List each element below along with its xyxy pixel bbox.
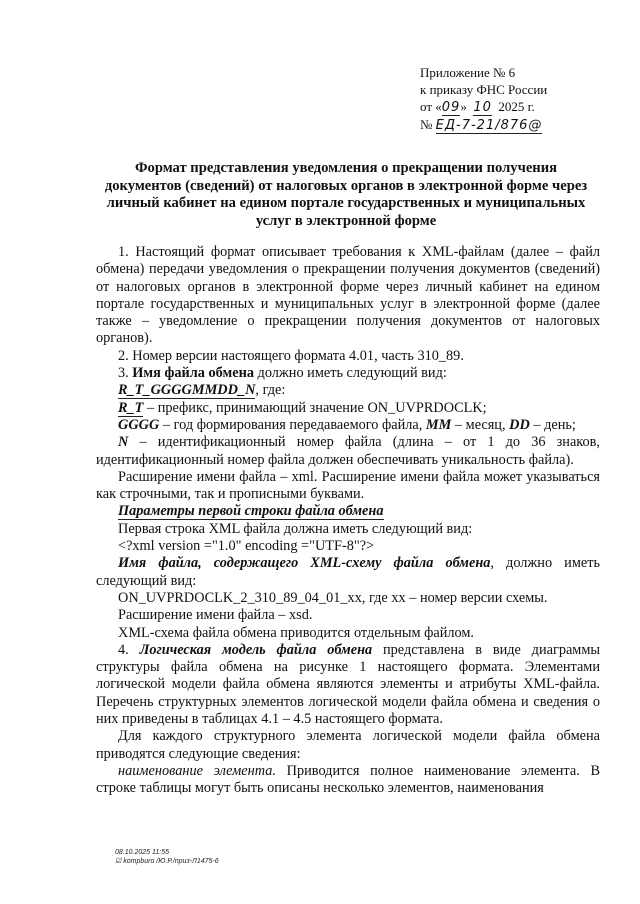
paragraph-filename-pattern: R_T_GGGGMMDD_N, где: (118, 382, 286, 399)
date-month: 10 (473, 100, 492, 115)
order-number: № ЕД-7-21/876@ (420, 117, 543, 133)
order-label: к приказу ФНС России (420, 82, 548, 97)
paragraph-element-name: наименование элемента. Приводится полное наименование элемента. В строке таблицы могут быть описаны несколько элементов, наименования (96, 762, 600, 797)
subheading-first-line: Параметры первой строки файла обмена (118, 503, 384, 520)
paragraph-schema-name: Имя файла, содержащего XML-схему файла обмена, должно иметь следующий вид: (96, 555, 600, 589)
paragraph-prefix: R_T – префикс, принимающий значение ON_UVPRDOCLK; (118, 399, 487, 416)
paragraph-schema-file: ON_UVPRDOCLK_2_310_89_04_01_xx, где xx – номер версии схемы. (118, 589, 548, 606)
paragraph-date-parts: GGGG – год формирования передаваемого файла, MM – месяц, DD – день; (118, 416, 576, 433)
order-stamp (420, 64, 620, 134)
order-number-value: ЕД-7-21/876@ (435, 118, 543, 133)
paragraph-schema-separate: XML-схема файла обмена приводится отдельным файлом. (118, 624, 475, 641)
appendix-label: Приложение № 6 (420, 65, 516, 80)
xml-declaration: <?xml version ="1.0" encoding ="UTF-8"?> (118, 538, 375, 555)
order-date: от «09» 10 2025 г. (420, 99, 535, 115)
paragraph-3: 3. Имя файла обмена должно иметь следующий вид: (118, 365, 447, 382)
document-title: Формат представления уведомления о прекращении получения документов (сведений) от налоговых органов в электронной форме через личный кабинет на едином портале государственных и муниципальных услуг в электронной форме (104, 160, 588, 229)
paragraph-id: N – идентификационный номер файла (длина – от 1 до 36 знаков, идентификационный номер файла должен обеспечивать уникальность файла). (96, 434, 600, 468)
date-day: 09 (441, 100, 461, 115)
paragraph-1: 1. Настоящий формат описывает требования к XML-файлам (далее – файл обмена) передачи уведомления о прекращении получения документов (сведений) от налоговых органов в электронной форме через личный кабинет на едином портале государственных и муниципальных услуг в электронной форме (далее также – уведомление о прекращении получения документов от налоговых органов). (96, 244, 600, 347)
print-path: ☑ kompburo /Ю.Р./приз-Л1475-6 (115, 858, 219, 865)
paragraph-extension: Расширение имени файла – xml. Расширение имени файла может указываться как строчными, так и прописными буквами. (96, 468, 600, 503)
paragraph-xsd: Расширение имени файла – xsd. (118, 607, 313, 624)
paragraph-first-line: Первая строка XML файла должна иметь следующий вид: (118, 520, 473, 537)
paragraph-info: Для каждого структурного элемента логической модели файла обмена приводятся следующие сведения: (96, 728, 600, 762)
document-body (96, 244, 600, 798)
print-footer (115, 848, 219, 866)
paragraph-4: 4. Логическая модель файла обмена представлена в виде диаграммы структуры файла обмена на рисунке 1 настоящего формата. Элементами логической модели файла обмена являются элементы и атрибуты XML-файла. Перечень структурных элементов логической модели файла обмена и сведения о них приведены в таблицах 4.1 – 4.5 настоящего формата. (96, 641, 601, 728)
paragraph-2: 2. Номер версии настоящего формата 4.01, часть 310_89. (118, 347, 464, 364)
print-timestamp: 08.10.2025 11:55 (115, 849, 169, 856)
